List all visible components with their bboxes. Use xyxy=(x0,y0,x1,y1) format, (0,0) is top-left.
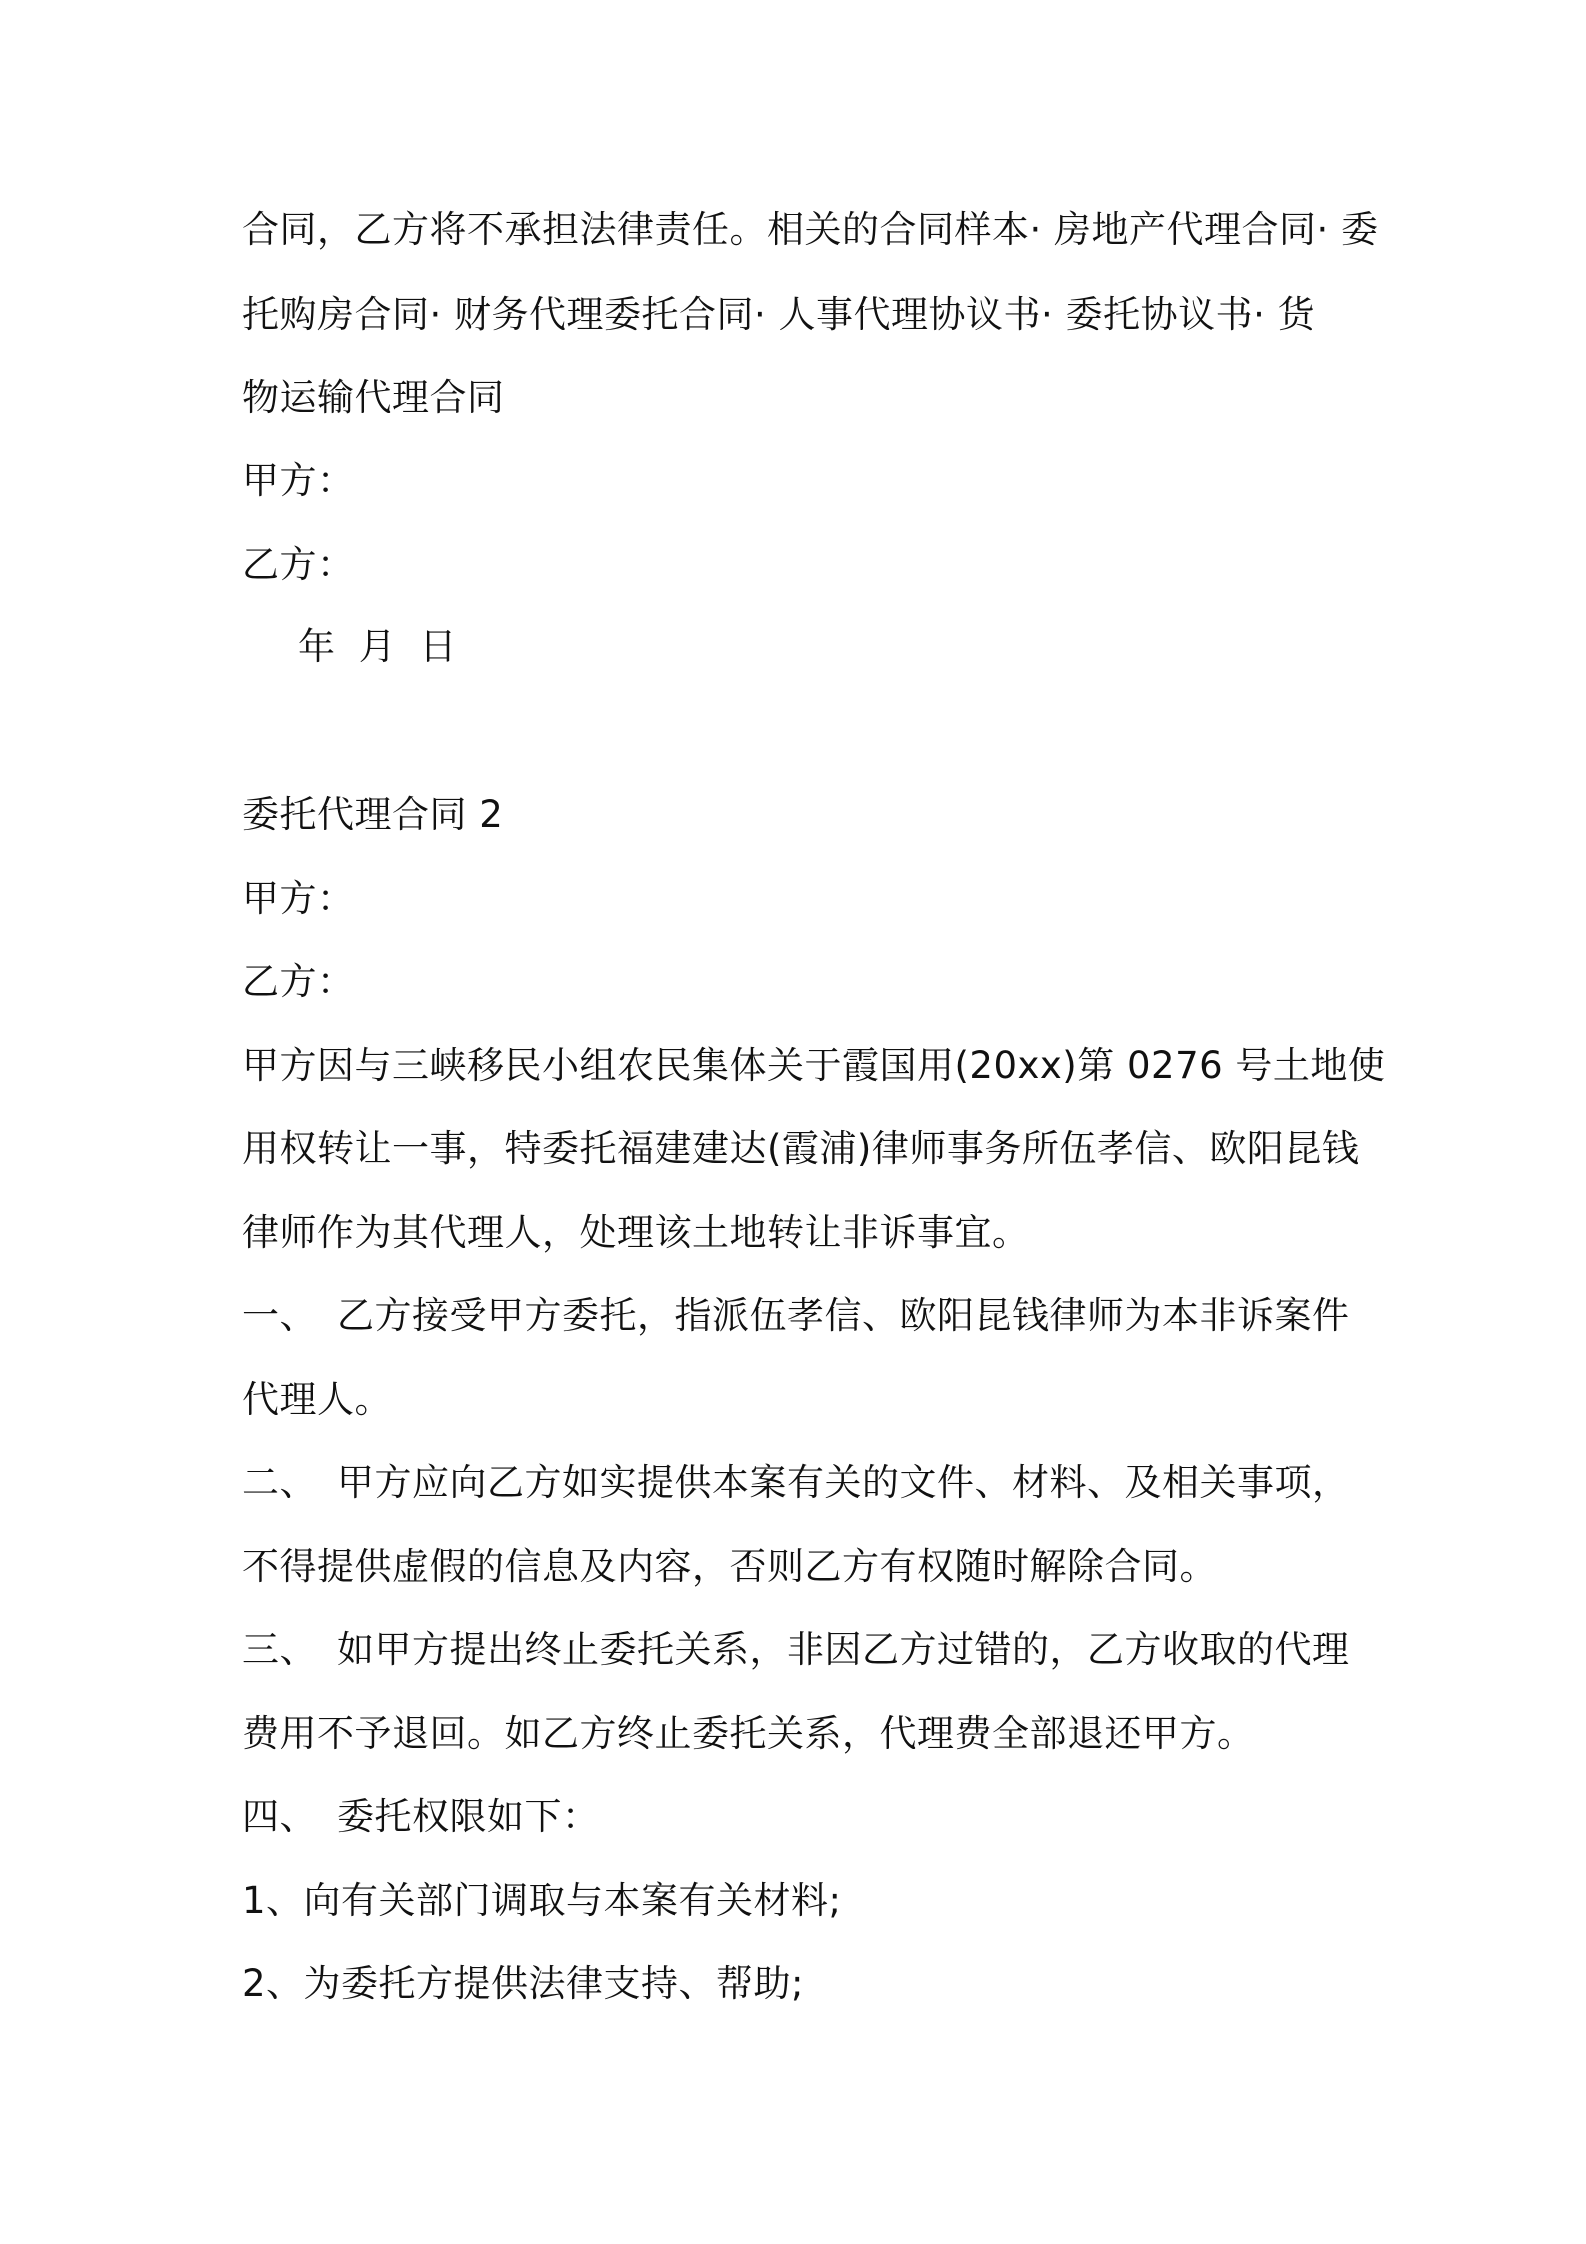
paragraph-line: 不得提供虚假的信息及内容，否则乙方有权随时解除合同。 xyxy=(242,1545,1217,1588)
clause-text: 甲方应向乙方如实提供本案有关的文件、材料、及相关事项， xyxy=(337,1461,1350,1504)
paragraph-line: 物运输代理合同 xyxy=(242,376,505,419)
paragraph-line: 用权转让一事，特委托福建建达(霞浦)律师事务所伍孝信、欧阳昆钱 xyxy=(242,1127,1360,1170)
date-line: 年 月 日 xyxy=(298,625,463,668)
clause-number: 四、 xyxy=(242,1795,317,1838)
clause-text: 委托权限如下： xyxy=(337,1795,600,1838)
clause-number: 三、 xyxy=(242,1628,317,1671)
clause-line xyxy=(242,1458,1362,1508)
party-b-label: 乙方： xyxy=(242,960,355,1003)
party-b-label: 乙方： xyxy=(242,543,355,586)
clause-line xyxy=(242,1625,1362,1675)
paragraph-line: 律师作为其代理人，处理该土地转让非诉事宜。 xyxy=(242,1211,1030,1254)
clause-number: 一、 xyxy=(242,1294,317,1337)
party-a-label: 甲方： xyxy=(242,459,355,502)
paragraph-line: 托购房合同· 财务代理委托合同· 人事代理协议书· 委托协议书· 货 xyxy=(242,293,1316,336)
paragraph-line: 代理人。 xyxy=(242,1378,392,1421)
paragraph-line: 费用不予退回。如乙方终止委托关系，代理费全部退还甲方。 xyxy=(242,1712,1255,1755)
clause-text: 如甲方提出终止委托关系，非因乙方过错的，乙方收取的代理 xyxy=(337,1628,1350,1671)
clause-number: 二、 xyxy=(242,1461,317,1504)
list-item: 2、为委托方提供法律支持、帮助; xyxy=(242,1962,805,2005)
clause-line xyxy=(242,1792,1362,1842)
contract-title: 委托代理合同 2 xyxy=(242,793,504,836)
clause-line xyxy=(242,1291,1362,1341)
paragraph-line: 甲方因与三峡移民小组农民集体关于霞国用(20xx)第 0276 号土地使 xyxy=(242,1044,1386,1087)
clause-text: 乙方接受甲方委托，指派伍孝信、欧阳昆钱律师为本非诉案件 xyxy=(337,1294,1350,1337)
paragraph-line: 合同，乙方将不承担法律责任。相关的合同样本· 房地产代理合同· 委 xyxy=(242,208,1379,251)
list-item: 1、向有关部门调取与本案有关材料; xyxy=(242,1879,842,1922)
party-a-label: 甲方： xyxy=(242,877,355,920)
